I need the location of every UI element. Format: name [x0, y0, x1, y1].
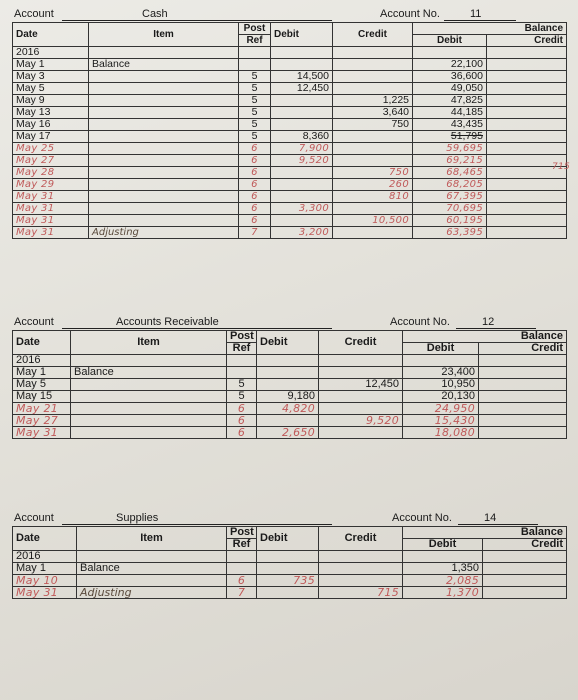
cell-item — [89, 47, 239, 59]
cell-date: 2016 — [13, 355, 71, 367]
cell-bal-credit — [487, 203, 567, 215]
cell-bal-credit — [483, 563, 567, 575]
table-row — [13, 563, 567, 575]
cell-bal-debit: 15,430 — [403, 415, 479, 427]
account-name: Supplies — [116, 512, 159, 524]
cell-credit — [319, 575, 403, 587]
cell-debit: 2,650 — [257, 427, 319, 439]
cell-ref: 6 — [239, 143, 271, 155]
cell-bal-debit: 22,100 — [413, 59, 487, 71]
cell-item — [71, 427, 227, 439]
cell-bal-debit: 2,085 — [403, 575, 483, 587]
cell-bal-debit: 36,600 — [413, 71, 487, 83]
cell-credit — [333, 203, 413, 215]
cell-date: May 31 — [13, 191, 89, 203]
col-credit: Credit — [333, 23, 413, 47]
cell-bal-credit — [487, 227, 567, 239]
cell-ref: 6 — [227, 427, 257, 439]
cell-debit: 9,180 — [257, 391, 319, 403]
account-no-label: Account No. — [380, 8, 440, 20]
cell-item — [89, 107, 239, 119]
cell-credit — [333, 83, 413, 95]
table-row — [13, 167, 567, 179]
cell-item — [71, 379, 227, 391]
cell-date: May 27 — [13, 155, 89, 167]
cell-date: May 16 — [13, 119, 89, 131]
cell-bal-credit — [483, 575, 567, 587]
cell-date: May 29 — [13, 179, 89, 191]
ledger-table — [12, 330, 567, 439]
table-row — [13, 107, 567, 119]
cell-bal-credit — [487, 191, 567, 203]
ledger-cash — [12, 4, 566, 239]
cell-credit — [333, 59, 413, 71]
cell-credit — [319, 391, 403, 403]
cell-credit — [333, 227, 413, 239]
table-row — [13, 215, 567, 227]
table-row — [13, 143, 567, 155]
cell-debit — [271, 191, 333, 203]
cell-item — [89, 83, 239, 95]
table-row — [13, 587, 567, 599]
cell-date: May 31 — [13, 427, 71, 439]
cell-credit — [333, 143, 413, 155]
cell-bal-debit: 1,370 — [403, 587, 483, 599]
cell-item — [89, 71, 239, 83]
cell-date: May 31 — [13, 215, 89, 227]
cell-credit: 750 — [333, 167, 413, 179]
table-row — [13, 203, 567, 215]
cell-date: May 10 — [13, 575, 77, 587]
cell-bal-debit: 70,695 — [413, 203, 487, 215]
cell-credit — [319, 551, 403, 563]
cell-bal-credit — [479, 427, 567, 439]
cell-bal-debit: 1,350 — [403, 563, 483, 575]
cell-bal-credit — [479, 415, 567, 427]
cell-debit: 14,500 — [271, 71, 333, 83]
cell-credit — [333, 131, 413, 143]
cell-date: May 27 — [13, 415, 71, 427]
cell-bal-credit — [479, 355, 567, 367]
cell-date: May 5 — [13, 379, 71, 391]
col-bal-credit: Credit — [483, 539, 567, 551]
cell-bal-credit — [487, 47, 567, 59]
cell-item: Balance — [89, 59, 239, 71]
col-bal-credit: Credit — [479, 343, 567, 355]
table-row — [13, 59, 567, 71]
table-row — [13, 191, 567, 203]
cell-bal-debit — [413, 47, 487, 59]
cell-credit — [333, 155, 413, 167]
cell-bal-credit — [487, 119, 567, 131]
cell-bal-debit: 43,435 — [413, 119, 487, 131]
cell-bal-credit — [479, 379, 567, 391]
cell-credit: 9,520 — [319, 415, 403, 427]
col-item: Item — [77, 527, 227, 551]
cell-bal-debit: 59,695 — [413, 143, 487, 155]
cell-bal-debit: 49,050 — [413, 83, 487, 95]
cell-ref: 6 — [227, 415, 257, 427]
cell-date: 2016 — [13, 47, 89, 59]
cell-ref: 5 — [239, 119, 271, 131]
cell-bal-debit: 60,195 — [413, 215, 487, 227]
cell-item — [89, 131, 239, 143]
table-row — [13, 155, 567, 167]
table-row — [13, 47, 567, 59]
cell-ref: 6 — [239, 215, 271, 227]
cell-bal-credit — [487, 95, 567, 107]
cell-bal-debit: 63,395 — [413, 227, 487, 239]
cell-date: May 13 — [13, 107, 89, 119]
account-no: 14 — [484, 512, 497, 524]
col-date: Date — [13, 527, 77, 551]
cell-credit — [319, 563, 403, 575]
ledger-header — [12, 4, 566, 22]
cell-item — [89, 95, 239, 107]
col-credit: Credit — [319, 527, 403, 551]
table-row — [13, 427, 567, 439]
cell-debit — [271, 179, 333, 191]
cell-debit — [271, 59, 333, 71]
cell-item: Balance — [71, 367, 227, 379]
cell-credit: 260 — [333, 179, 413, 191]
account-label: Account — [14, 512, 54, 524]
account-no: 11 — [470, 8, 482, 20]
cell-credit: 10,500 — [333, 215, 413, 227]
cell-credit: 810 — [333, 191, 413, 203]
cell-debit — [271, 47, 333, 59]
cell-ref — [227, 563, 257, 575]
table-row — [13, 367, 567, 379]
cell-bal-credit — [479, 391, 567, 403]
cell-ref — [227, 551, 257, 563]
ledger-accounts-receivable — [12, 312, 566, 439]
cell-credit — [333, 47, 413, 59]
col-post: Post — [239, 23, 271, 35]
col-balance: Balance — [413, 23, 567, 35]
col-ref: Ref — [239, 35, 271, 47]
table-row — [13, 83, 567, 95]
cell-item — [77, 551, 227, 563]
col-date: Date — [13, 23, 89, 47]
cell-ref: 5 — [239, 131, 271, 143]
ledger-header — [12, 312, 566, 330]
cell-item — [89, 119, 239, 131]
cell-credit — [333, 71, 413, 83]
cell-date: May 28 — [13, 167, 89, 179]
cell-bal-debit: 44,185 — [413, 107, 487, 119]
cell-item: Adjusting — [77, 587, 227, 599]
cell-bal-credit — [487, 107, 567, 119]
cell-bal-credit — [487, 71, 567, 83]
cell-item — [89, 203, 239, 215]
cell-date: May 21 — [13, 403, 71, 415]
cell-bal-debit: 10,950 — [403, 379, 479, 391]
margin-note: 715 — [552, 162, 571, 172]
cell-credit — [319, 427, 403, 439]
col-bal-debit: Debit — [413, 35, 487, 47]
table-row — [13, 391, 567, 403]
col-credit: Credit — [319, 331, 403, 355]
cell-item — [71, 403, 227, 415]
cell-credit: 12,450 — [319, 379, 403, 391]
account-name: Accounts Receivable — [116, 316, 219, 328]
col-ref: Ref — [227, 539, 257, 551]
cell-item: Adjusting — [89, 227, 239, 239]
cell-debit: 3,300 — [271, 203, 333, 215]
cell-credit: 750 — [333, 119, 413, 131]
cell-date: May 1 — [13, 563, 77, 575]
col-debit: Debit — [271, 23, 333, 47]
cell-credit: 3,640 — [333, 107, 413, 119]
cell-item — [71, 391, 227, 403]
cell-date: May 17 — [13, 131, 89, 143]
cell-bal-debit: 47,825 — [413, 95, 487, 107]
col-bal-credit: Credit — [487, 35, 567, 47]
account-label: Account — [14, 8, 54, 20]
ledger-supplies — [12, 508, 566, 599]
cell-bal-debit — [403, 551, 483, 563]
table-row — [13, 179, 567, 191]
cell-credit: 715 — [319, 587, 403, 599]
cell-credit: 1,225 — [333, 95, 413, 107]
cell-debit — [257, 415, 319, 427]
cell-debit — [257, 551, 319, 563]
cell-debit: 4,820 — [257, 403, 319, 415]
col-post: Post — [227, 527, 257, 539]
cell-credit — [319, 403, 403, 415]
cell-ref: 5 — [227, 391, 257, 403]
col-ref: Ref — [227, 343, 257, 355]
col-date: Date — [13, 331, 71, 355]
cell-item — [89, 179, 239, 191]
cell-ref — [239, 59, 271, 71]
col-balance: Balance — [403, 331, 567, 343]
cell-date: May 9 — [13, 95, 89, 107]
cell-debit: 9,520 — [271, 155, 333, 167]
cell-bal-credit — [487, 131, 567, 143]
cell-bal-credit — [479, 367, 567, 379]
cell-debit: 7,900 — [271, 143, 333, 155]
cell-ref: 6 — [239, 191, 271, 203]
cell-credit — [319, 355, 403, 367]
cell-ref: 7 — [227, 587, 257, 599]
cell-debit — [271, 95, 333, 107]
cell-debit — [271, 119, 333, 131]
table-row — [13, 379, 567, 391]
cell-date: May 31 — [13, 203, 89, 215]
cell-debit: 735 — [257, 575, 319, 587]
cell-credit — [319, 367, 403, 379]
cell-bal-credit — [487, 59, 567, 71]
col-debit: Debit — [257, 527, 319, 551]
table-row — [13, 227, 567, 239]
cell-ref — [239, 47, 271, 59]
cell-bal-credit — [487, 143, 567, 155]
cell-bal-credit — [483, 587, 567, 599]
cell-debit — [257, 367, 319, 379]
cell-date: May 31 — [13, 227, 89, 239]
col-balance: Balance — [403, 527, 567, 539]
col-item: Item — [71, 331, 227, 355]
cell-debit: 12,450 — [271, 83, 333, 95]
cell-ref: 5 — [239, 107, 271, 119]
cell-bal-credit — [487, 215, 567, 227]
ledger-header — [12, 508, 566, 526]
cell-item — [89, 143, 239, 155]
account-no-label: Account No. — [390, 316, 450, 328]
cell-ref — [227, 355, 257, 367]
cell-bal-debit: 68,465 — [413, 167, 487, 179]
cell-item — [71, 415, 227, 427]
cell-debit: 3,200 — [271, 227, 333, 239]
cell-date: May 1 — [13, 59, 89, 71]
table-row — [13, 71, 567, 83]
ledger-table — [12, 22, 567, 239]
cell-ref: 5 — [227, 379, 257, 391]
col-bal-debit: Debit — [403, 539, 483, 551]
cell-ref: 6 — [227, 575, 257, 587]
cell-debit — [257, 563, 319, 575]
col-bal-debit: Debit — [403, 343, 479, 355]
table-row — [13, 131, 567, 143]
cell-item — [89, 167, 239, 179]
col-item: Item — [89, 23, 239, 47]
cell-item — [71, 355, 227, 367]
cell-item — [77, 575, 227, 587]
cell-date: May 3 — [13, 71, 89, 83]
cell-ref: 6 — [239, 167, 271, 179]
cell-bal-debit: 23,400 — [403, 367, 479, 379]
cell-date: May 1 — [13, 367, 71, 379]
cell-debit — [257, 355, 319, 367]
table-row — [13, 403, 567, 415]
cell-ref: 5 — [239, 95, 271, 107]
cell-bal-debit: 18,080 — [403, 427, 479, 439]
table-row — [13, 551, 567, 563]
account-label: Account — [14, 316, 54, 328]
table-row — [13, 415, 567, 427]
cell-date: May 5 — [13, 83, 89, 95]
cell-date: May 31 — [13, 587, 77, 599]
cell-debit — [257, 379, 319, 391]
cell-debit: 8,360 — [271, 131, 333, 143]
cell-item — [89, 155, 239, 167]
account-no-label: Account No. — [392, 512, 452, 524]
cell-ref: 6 — [239, 179, 271, 191]
cell-bal-debit: 69,215 — [413, 155, 487, 167]
cell-bal-debit: 51,795 — [413, 131, 487, 143]
cell-bal-debit: 68,205 — [413, 179, 487, 191]
cell-bal-credit — [483, 551, 567, 563]
cell-bal-credit — [487, 179, 567, 191]
cell-item: Balance — [77, 563, 227, 575]
cell-ref: 5 — [239, 71, 271, 83]
cell-ref: 6 — [239, 155, 271, 167]
cell-bal-credit — [487, 83, 567, 95]
table-row — [13, 95, 567, 107]
col-debit: Debit — [257, 331, 319, 355]
cell-bal-debit: 67,395 — [413, 191, 487, 203]
cell-ref: 6 — [227, 403, 257, 415]
cell-ref — [227, 367, 257, 379]
cell-debit — [271, 107, 333, 119]
cell-bal-debit: 20,130 — [403, 391, 479, 403]
cell-debit — [271, 215, 333, 227]
cell-bal-debit: 24,950 — [403, 403, 479, 415]
cell-bal-credit — [479, 403, 567, 415]
cell-date: 2016 — [13, 551, 77, 563]
cell-debit — [271, 167, 333, 179]
cell-item — [89, 215, 239, 227]
ledger-table — [12, 526, 567, 599]
cell-date: May 15 — [13, 391, 71, 403]
account-no: 12 — [482, 316, 495, 328]
cell-debit — [257, 587, 319, 599]
cell-item — [89, 191, 239, 203]
cell-ref: 7 — [239, 227, 271, 239]
cell-date: May 25 — [13, 143, 89, 155]
cell-bal-debit — [403, 355, 479, 367]
account-name: Cash — [142, 8, 168, 20]
cell-ref: 6 — [239, 203, 271, 215]
table-row — [13, 575, 567, 587]
cell-ref: 5 — [239, 83, 271, 95]
table-row — [13, 119, 567, 131]
table-row — [13, 355, 567, 367]
col-post: Post — [227, 331, 257, 343]
